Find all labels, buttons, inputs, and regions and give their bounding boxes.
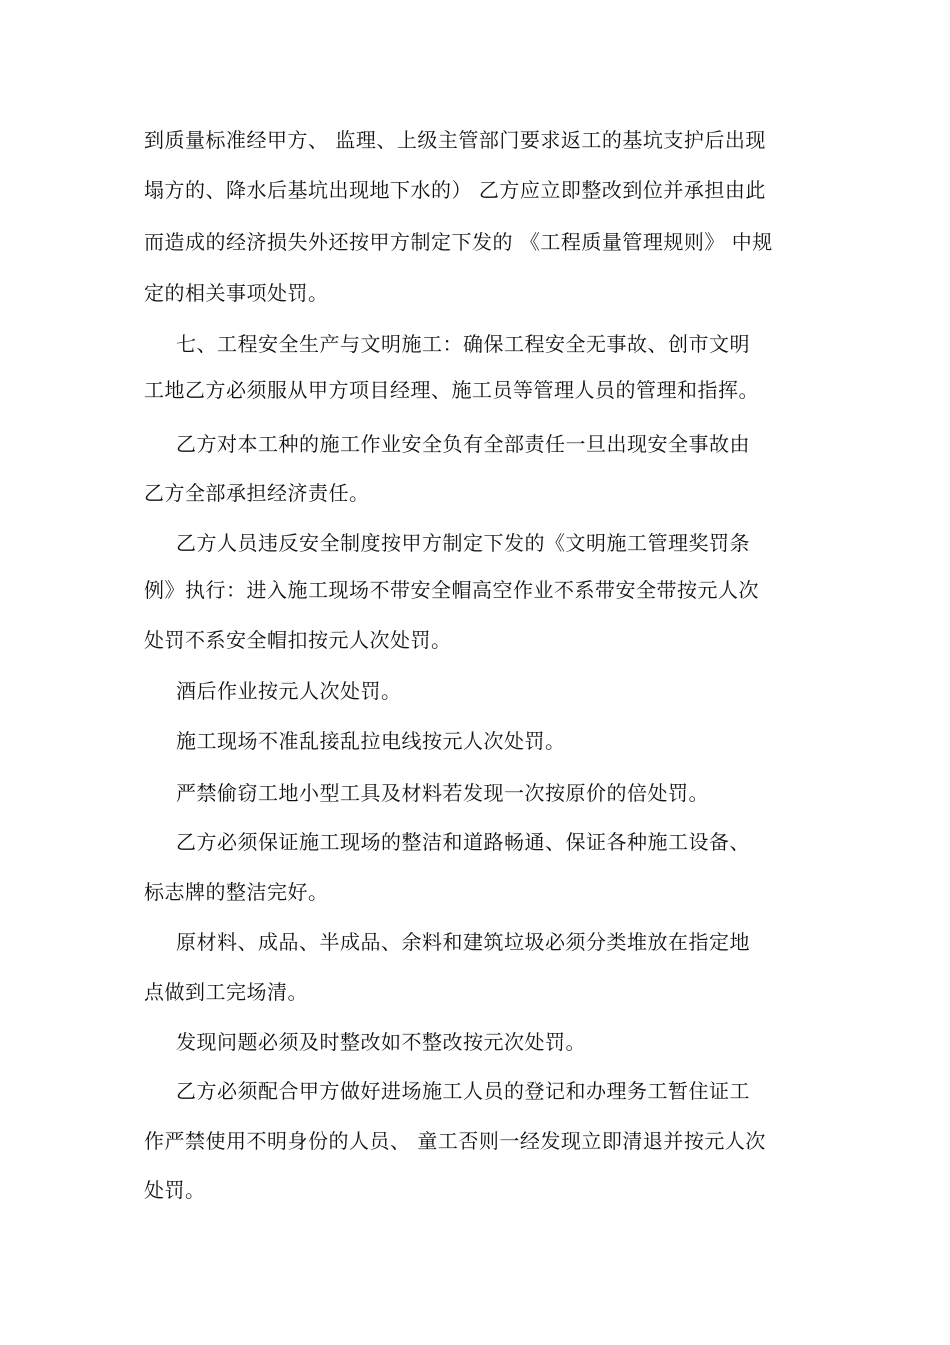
text-line: 定的相关事项处罚。 [144,281,329,305]
text-line: 处罚。 [144,1178,206,1202]
text-line: 塌方的、降水后基坑出现地下水的） 乙方应立即整改到位并承担由此 [144,178,766,202]
text-line: 严禁偷窃工地小型工具及材料若发现一次按原价的倍处罚。 [176,781,709,805]
text-line: 酒后作业按元人次处罚。 [176,679,402,703]
text-line: 发现问题必须及时整改如不整改按元次处罚。 [176,1030,586,1054]
text-line: 乙方全部承担经济责任。 [144,481,370,505]
text-line: 工地乙方必须服从甲方项目经理、施工员等管理人员的管理和指挥。 [144,378,759,402]
text-line: 乙方人员违反安全制度按甲方制定下发的《文明施工管理奖罚条 [176,531,750,555]
text-line: 乙方必须保证施工现场的整洁和道路畅通、保证各种施工设备、 [176,830,750,854]
text-line: 到质量标准经甲方、 监理、上级主管部门要求返工的基坑支护后出现 [144,128,766,152]
text-line: 而造成的经济损失外还按甲方制定下发的 《工程质量管理规则》 中规 [144,230,773,254]
text-line: 处罚不系安全帽扣按元人次处罚。 [144,628,452,652]
text-line: 点做到工完场清。 [144,980,308,1004]
text-line: 施工现场不准乱接乱拉电线按元人次处罚。 [176,729,566,753]
section-heading-line: 七、工程安全生产与文明施工：确保工程安全无事故、创市文明 [176,332,750,356]
text-line: 乙方必须配合甲方做好进场施工人员的登记和办理务工暂住证工 [176,1079,750,1103]
text-line: 乙方对本工种的施工作业安全负有全部责任一旦出现安全事故由 [176,432,750,456]
text-line: 作严禁使用不明身份的人员、 童工否则一经发现立即清退并按元人次 [144,1129,766,1153]
text-line: 例》执行：进入施工现场不带安全帽高空作业不系带安全带按元人次 [144,578,759,602]
text-line: 原材料、成品、半成品、余料和建筑垃圾必须分类堆放在指定地 [176,930,750,954]
text-line: 标志牌的整洁完好。 [144,880,329,904]
